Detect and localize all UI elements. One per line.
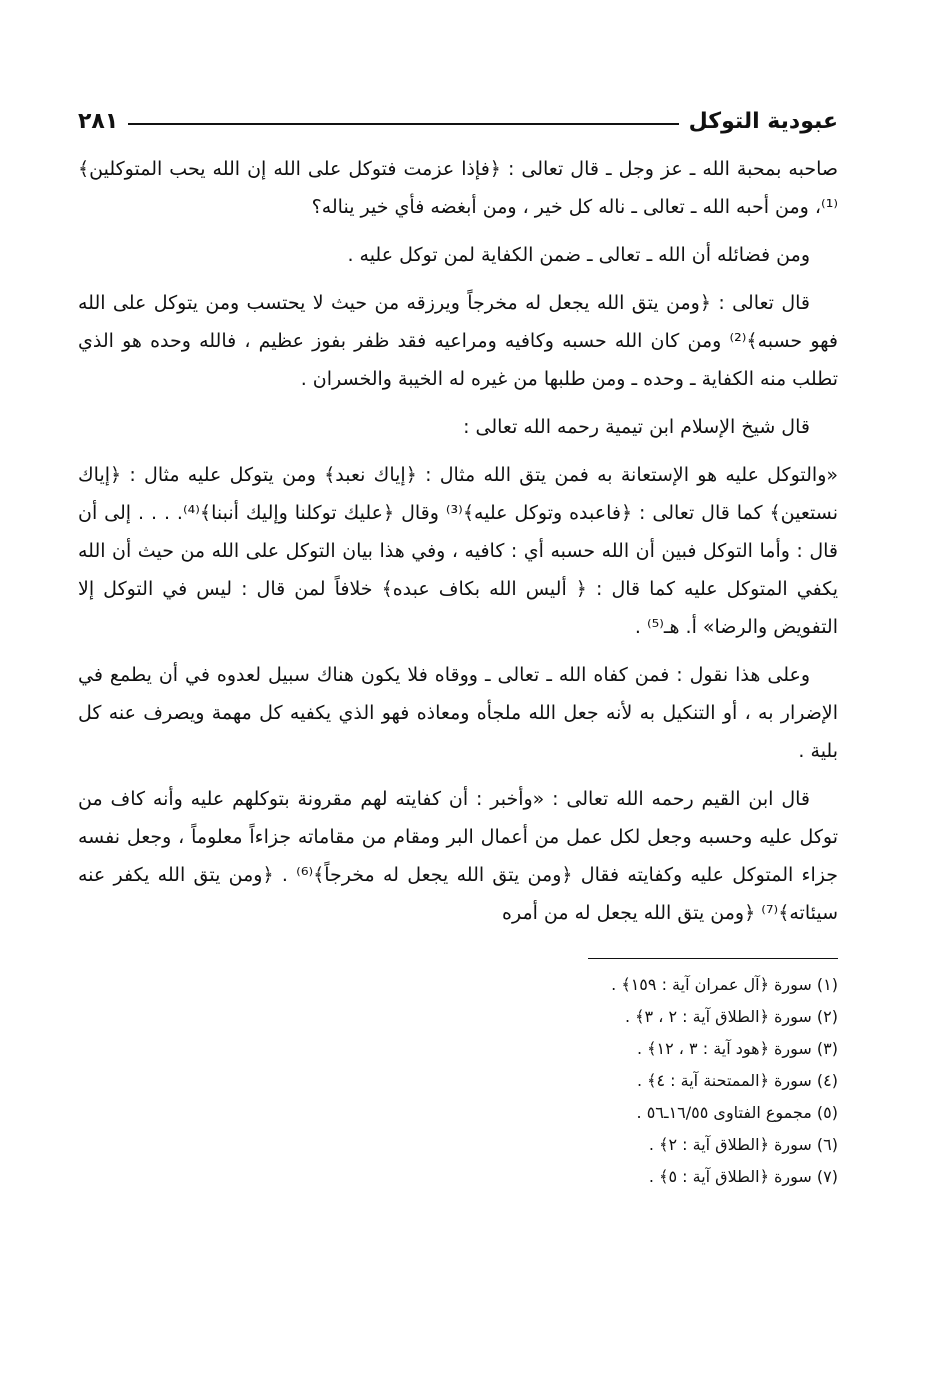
running-title: عبودية التوكل [688,108,838,134]
footnote: (١) سورة ﴿آل عمران آية : ١٥٩﴾ . [611,975,838,994]
running-header [78,100,838,142]
footnote: (٣) سورة ﴿هود آية : ٣ ، ١٢﴾ . [636,1039,838,1058]
paragraph: قال شيخ الإسلام ابن تيمية رحمه الله تعالى : [463,416,810,438]
footnote: (٤) سورة ﴿الممتحنة آية : ٤﴾ . [636,1071,838,1090]
paragraph: وعلى هذا نقول : فمن كفاه الله ـ تعالى ـ ووقاه فلا يكون هناك سبيل لعدوه في أن يطمع في الإضرار به ، أو التنكيل به لأنه جعل الله ملجأه ومعاذه فهو الذي يكفيه كل مهمة ويصرف عنه كل بلية . [78,664,838,762]
footnotes [78,969,838,1193]
paragraph: قال ابن القيم رحمه الله تعالى : «وأخبر : أن كفايته لهم مقرونة بتوكلهم عليه وأنه كاف من توكل عليه وحسبه وجعل لكل عمل من أعمال البر ومقام من مقاماته جزاءاً معلوماً ، وجعل نفسه جزاء المتوكل عليه وكفايته فقال ﴿ومن يتق الله يجعل له مخرجاً﴾⁽⁶⁾ . ﴿ومن يتق الله يكفر عنه سيئاته﴾⁽⁷⁾ ﴿ومن يتق الله يجعل له من أمره [78,788,838,924]
footnote: (٢) سورة ﴿الطلاق آية : ٢ ، ٣﴾ . [624,1007,838,1026]
header-rule [128,123,678,125]
body-text [78,150,838,932]
paragraph: قال تعالى : ﴿ومن يتق الله يجعل له مخرجاً ويرزقه من حيث لا يحتسب ومن يتوكل على الله فهو حسبه﴾⁽²⁾ ومن كان الله حسبه وكافيه ومراعيه فقد ظفر بفوز عظيم ، فالله وحده هو الذي تطلب منه الكفاية ـ وحده ـ ومن طلبها من غيره له الخيبة والخسران . [78,292,838,390]
page-number: ٢٨١ [78,108,119,134]
footnote: (٧) سورة ﴿الطلاق آية : ٥﴾ . [648,1167,838,1186]
footnote: (٥) مجموع الفتاوى ١٦/٥٥ـ٥٦ . [636,1103,838,1122]
paragraph: صاحبه بمحبة الله ـ عز وجل ـ قال تعالى : ﴿فإذا عزمت فتوكل على الله إن الله يحب المتوكلين﴾⁽¹⁾، ومن أحبه الله ـ تعالى ـ ناله كل خير ، ومن أبغضه فأي خير يناله؟ [78,158,838,218]
book-page [78,100,838,1193]
paragraph: «والتوكل عليه هو الإستعانة به فمن يتق الله مثال : ﴿إياك نعبد﴾ ومن يتوكل عليه مثال : ﴿إياك نستعين﴾ كما قال تعالى : ﴿فاعبده وتوكل عليه﴾⁽³⁾ وقال ﴿عليك توكلنا وإليك أنبنا﴾⁽⁴⁾. . . . إلى أن قال : وأما التوكل فبين أن الله حسبه أي : كافيه ، وفي هذا بيان التوكل على الله من حيث أن الله يكفي المتوكل عليه كما قال : ﴿ أليس الله بكاف عبده﴾ خلافاً لمن قال : ليس في التوكل إلا التفويض والرضا» أ. هـ⁽⁵⁾ . [78,464,839,638]
footnote-divider [588,958,838,959]
footnote: (٦) سورة ﴿الطلاق آية : ٢﴾ . [648,1135,838,1154]
paragraph: ومن فضائله أن الله ـ تعالى ـ ضمن الكفاية لمن توكل عليه . [347,244,810,266]
